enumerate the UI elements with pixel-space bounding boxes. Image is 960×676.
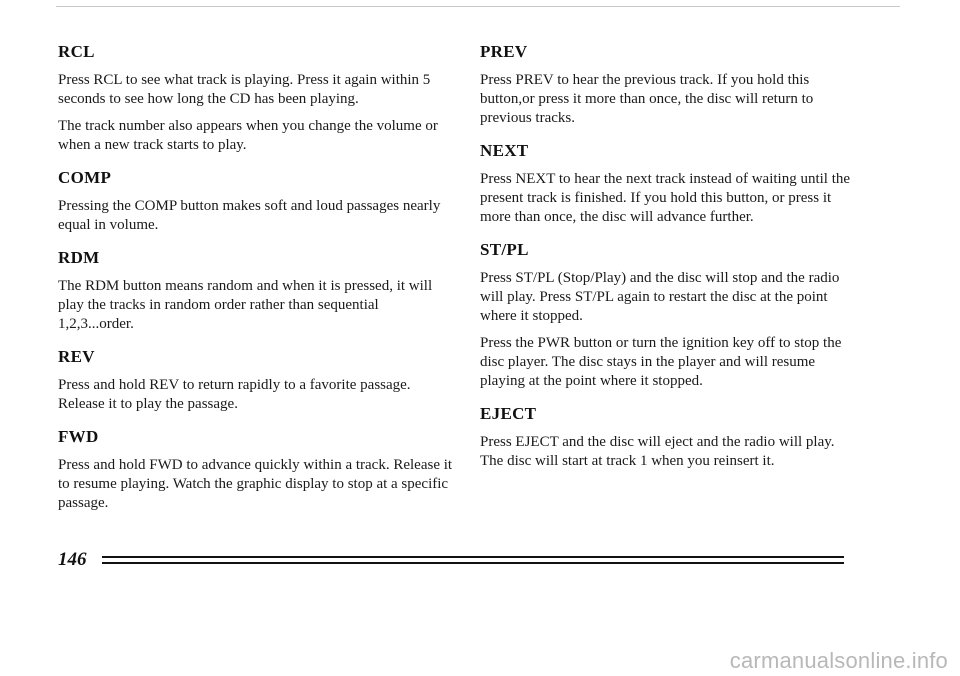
section-st-pl xyxy=(480,240,860,391)
section-paragraph: Pressing the COMP button makes soft and loud passages nearly equal in volume. xyxy=(58,198,441,233)
footer-rule xyxy=(102,556,844,558)
section-heading: RDM xyxy=(58,248,100,267)
section-heading: COMP xyxy=(58,168,112,187)
section-rdm xyxy=(58,248,458,334)
section-heading: NEXT xyxy=(480,141,529,160)
section-heading: FWD xyxy=(58,427,99,446)
section-paragraph: The track number also appears when you change the volume or when a new track starts to play. xyxy=(58,118,438,153)
top-rule xyxy=(56,6,900,7)
section-heading: RCL xyxy=(58,42,95,61)
section-paragraph: Press EJECT and the disc will eject and the radio will play. The disc will start at track 1 when you reinsert it. xyxy=(480,434,835,469)
section-heading: EJECT xyxy=(480,404,537,423)
section-comp xyxy=(58,168,458,235)
section-heading: ST/PL xyxy=(480,240,529,259)
section-paragraph: Press ST/PL (Stop/Play) and the disc will stop and the radio will play. Press ST/PL again to restart the disc at the point where it stopped. xyxy=(480,270,840,324)
section-paragraph: Press and hold FWD to advance quickly within a track. Release it to resume playing. Watch the graphic display to stop at a specific passage. xyxy=(58,457,453,511)
section-next xyxy=(480,141,860,227)
section-heading: REV xyxy=(58,347,95,366)
section-paragraph: Press NEXT to hear the next track instead of waiting until the present track is finished. If you hold this button, or press it more than once, the disc will advance further. xyxy=(480,171,851,225)
right-column xyxy=(480,42,860,484)
section-rev xyxy=(58,347,458,414)
section-fwd xyxy=(58,427,458,513)
left-column xyxy=(58,42,458,526)
watermark-text: carmanualsonline.info xyxy=(729,648,948,673)
section-rcl xyxy=(58,42,458,155)
section-paragraph: Press RCL to see what track is playing. Press it again within 5 seconds to see how long the CD has been playing. xyxy=(58,72,431,107)
footer-rule xyxy=(102,562,844,564)
page-footer xyxy=(58,548,844,572)
section-eject xyxy=(480,404,860,471)
section-paragraph: Press the PWR button or turn the ignition key off to stop the disc player. The disc stays in the player and will resume playing at the point where it stopped. xyxy=(480,335,842,389)
section-prev xyxy=(480,42,860,128)
section-paragraph: The RDM button means random and when it is pressed, it will play the tracks in random order rather than sequential 1,2,3...order. xyxy=(58,278,433,332)
section-heading: PREV xyxy=(480,42,528,61)
section-paragraph: Press PREV to hear the previous track. If you hold this button,or press it more than once, the disc will return to previous tracks. xyxy=(480,72,814,126)
page-number: 146 xyxy=(58,549,87,570)
section-paragraph: Press and hold REV to return rapidly to a favorite passage. Release it to play the passage. xyxy=(58,377,411,412)
